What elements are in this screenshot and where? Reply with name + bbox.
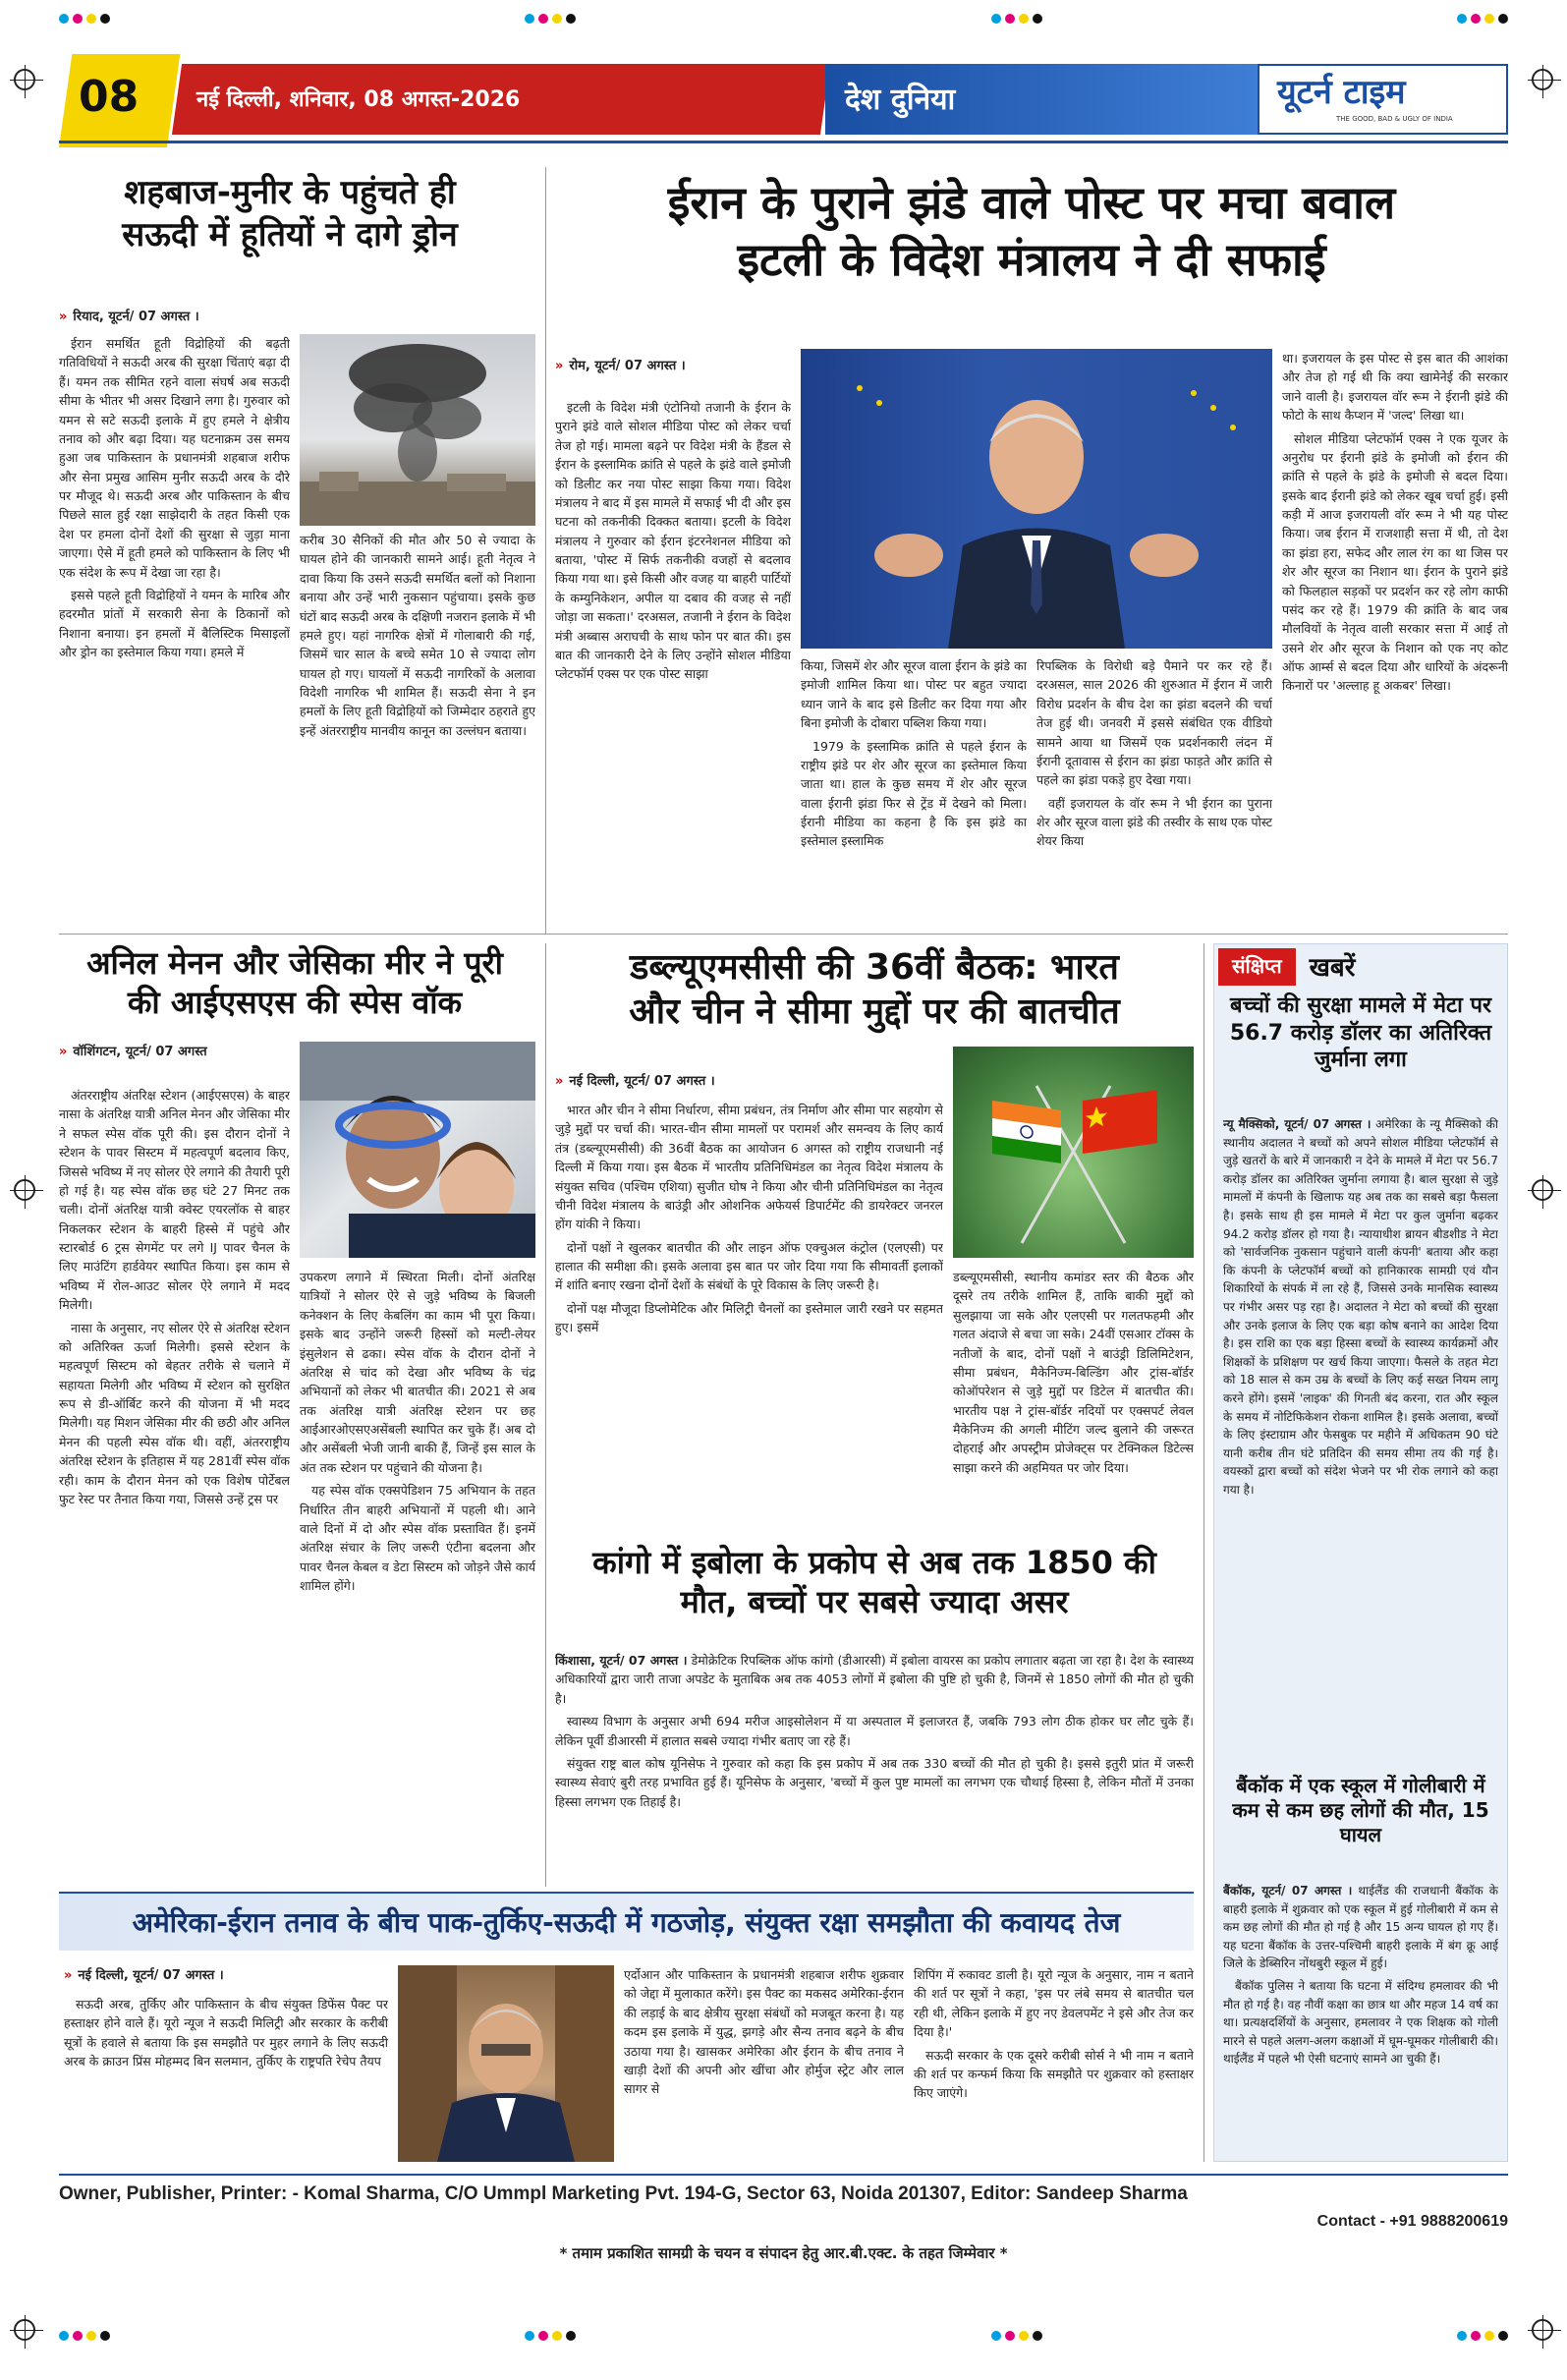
brief-dateline: बैंकॉक, यूटर्न/ 07 अगस्त । [1223,1884,1353,1898]
story-dateline: » रियाद, यूटर्न/ 07 अगस्त । [59,310,199,324]
minister-photo [801,349,1272,649]
story-dateline: » रोम, यूटर्न/ 07 अगस्त । [555,359,686,373]
chevron-right-icon: » [59,310,68,324]
story-headline: ईरान के पुराने झंडे वाले पोस्ट पर मचा बवाल इटली के विदेश मंत्रालय ने दी सफाई [667,176,1396,286]
story-column: सऊदी अरब, तुर्किए और पाकिस्तान के बीच संयुक्त डिफेंस पैक्ट पर हस्ताक्षर होने वाले हैं। यूरो न्यूज ने सऊदी मिलिट्री और सरकार के करीबी सूत्रों के हवाले से बताया कि इस समझौते पर मुहर लगाने के लिए सऊदी अरब के क्राउन प्रिंस मोहम्मद बिन सलमान, तुर्किए के राष्ट्रपति रेचेप तैयप [64,1997,388,2069]
shehbaz-sharif-photo [398,1965,614,2162]
story-headline: कांगो में इबोला के प्रकोप से अब तक 1850 की मौत, बच्चों पर सबसे ज्यादा असर [592,1544,1156,1620]
registration-mark-icon [14,1179,35,1201]
disclaimer-line: * तमाम प्रकाशित सामग्री के चयन व संपादन हेतु आर.बी.एक्ट. के तहत जिम्मेवार * [559,2244,1008,2262]
story-column: रिपब्लिक के विरोधी बड़े पैमाने पर कर रहे हैं। दरअसल, साल 2026 की शुरुआत में ईरान में जारी विरोध प्रदर्शन के बीच देश का झंडा बदलने की चर्चा तेज हुई थी। जनवरी में इससे संबंधित एक वीडियो सामने आया था जिसमें एक प्रदर्शनकारी लंदन में ईरानी दूतावास से ईरान का झंडा फाड़ते और क्रांति से पहले का झंडा पकड़े हुए देखा गया। वहीं इजरायल के वॉर रूम ने भी ईरान का पुराना शेर और सूरज वाला झंडे की तस्वीर के साथ एक पोस्ट शेयर किया [1036,658,1272,849]
masthead [59,54,1508,147]
story-dateline: » नई दिल्ली, यूटर्न/ 07 अगस्त । [555,1074,715,1089]
contact-line: Contact - +91 9888200619 [1316,2213,1508,2230]
chevron-right-icon: » [59,1045,68,1059]
logo-tagline: THE GOOD, BAD & UGLY OF INDIA [1336,115,1453,123]
drone-smoke-photo [300,334,535,526]
story-column: करीब 30 सैनिकों की मौत और 50 से ज्यादा के घायल होने की जानकारी सामने आई। हूती नेतृत्व ने दावा किया कि उसने सऊदी समर्थित बलों को निशाना बनाया और उन्हें भारी नुकसान पहुंचाया। इसके कुछ घंटों बाद सऊदी अरब के दक्षिणी नजरान इलाके में भी हमले हुए। यहां नागरिक क्षेत्रों में गोलाबारी की गई, जिसमें चार साल के बच्चे समेत 10 से ज्यादा लोग घायल हो गए। घायलों में सऊदी नागरिकों के अलावा विदेशी नागरिक भी शामिल हैं। सऊदी सेना ने इन हमलों के लिए हूती विद्रोहियों को जिम्मेदार ठहराते हुए इन्हें अंतरराष्ट्रीय मानवीय कानून का उल्लंघन बताया। [300,533,535,738]
story-column: भारत और चीन ने सीमा निर्धारण, सीमा प्रबंधन, तंत्र निर्माण और सीमा पार सहयोग से जुड़े मुद्दों पर चर्चा की। भारत-चीन सीमा मामलों पर परामर्श और समन्वय के लिए कार्य तंत्र (डब्ल्यूएमसीसी) की 36वीं बैठक का आयोजन 6 अगस्त को राष्ट्रीय राजधानी नई दिल्ली में किया गया। इस बैठक में भारतीय प्रतिनिधिमंडल का नेतृत्व विदेश मंत्रालय के संयुक्त सचिव (पश्चिम एशिया) सुजीत घोष ने किया और चीनी प्रतिनिधिमंडल का नेतृत्व चीनी विदेश मंत्रालय के बाउंड्री और ओशनिक अफेयर्स डिपार्टमेंट की डायरेक्टर जनरल होंग यांकी ने किया। दोनों पक्षों ने खुलकर बातचीत की और लाइन ऑफ एक्चुअल कंट्रोल (एलएसी) पर हालात की समीक्षा की। इसके अलावा इस बात पर जोर दिया गया कि सीमावर्ती इलाकों में शांति बनाए रखना दोनों देशों के संबंधों के पूरे विकास के लिए जरूरी है। दोनों पक्ष मौजूदा डिप्लोमेटिक और मिलिट्री चैनलों का इस्तेमाल जारी रखने पर सहमत हुए। इसमें [555,1103,943,1335]
story-column: उपकरण लगाने में स्थिरता मिली। दोनों अंतरिक्ष यात्रियों ने सोलर ऐरे से जुड़े भविष्य के बिजली कनेक्शन के लिए केबलिंग का काम भी पूरा किया। इसके बाद उन्होंने जरूरी हिस्सों को मल्टी-लेयर इंसुलेशन से ढका। स्पेस वॉक के दौरान दोनों ने अंतरिक्ष से चांद को देखा और भविष्य के चंद्र अभियानों को लेकर भी बातचीत की। 2021 से अब तक अंतरिक्ष यात्री अंतरिक्ष स्टेशन पर छह आईआरओएसएअसेंबली स्थापित कर चुके हैं। अब दो और असेंबली भेजी जानी बाकी हैं, जिन्हें इस साल के अंत तक स्टेशन पर पहुंचाने की योजना है। यह स्पेस वॉक एक्सपेडिशन 75 अभियान के तहत निर्धारित तीन बाहरी अभियानों में पहली थी। आने वाले दिनों में दो और स्पेस वॉक प्रस्तावित हैं। इनमें अंतरिक्ष संचार के लिए जरूरी एंटीना बदलना और पावर चैनल केबल व डेटा सिस्टम को जोड़ने जैसे कार्य शामिल होंगे। [300,1270,535,1593]
page-number: 08 [79,72,140,122]
registration-mark-icon [14,69,35,90]
story-dateline: किंशासा, यूटर्न/ 07 अगस्त । [555,1653,688,1668]
story-column: एर्दोआन और पाकिस्तान के प्रधानमंत्री शहबाज शरीफ शुक्रवार को जेद्दा में मुलाकात करेंगे। इस पैक्ट का मकसद अमेरिका-ईरान की लड़ाई के बाद क्षेत्रीय सुरक्षा संबंधों को मजबूत करना है। यह कदम इस इलाके में युद्ध, झगड़े और सैन्य तनाव बढ़ने के बीच उठाया गया है। खासकर अमेरिका और ईरान के बीच तनाव ने खाड़ी देशों की अपनी ओर खींचा और होर्मुज स्ट्रेट और लाल सागर से [624,1967,904,2097]
sidebar-tag: संक्षिप्त खबरें [1218,948,1503,986]
color-bar-top [59,14,1508,28]
registration-mark-icon [1532,69,1553,90]
brief-body: न्यू मैक्सिको, यूटर्न/ 07 अगस्त । अमेरिका के न्यू मैक्सिको की स्थानीय अदालत ने बच्चों को अपने सोशल मीडिया प्लेटफॉर्म से जुड़े खतरों के बारे में जानकारी न देने के मामले में मेटा पर 56.7 करोड़ डॉलर का अतिरिक्त जुर्माना लगाया है। बाल सुरक्षा से जुड़े मामलों में कंपनी के खिलाफ यह अब तक का सबसे बड़ा फैसला है। इसके साथ ही इस मामले में मेटा पर कुल जुर्माना बढ़कर 94.2 करोड़ डॉलर हो गया है। न्यायाधीश ब्रायन बीडशीड ने मेटा को 'सार्वजनिक नुकसान पहुंचाने वाली कंपनी' बताया और कहा कि कंपनी के प्लेटफॉर्म बच्चों को हानिकारक सामग्री एवं यौन शिकारियों के संपर्क में ला रहे हैं, जिससे उनके मानसिक स्वास्थ्य पर गंभीर असर पड़ रहा है। अदालत ने मेटा को बच्चों की सुरक्षा और उनके इलाज के लिए एक बड़ा कोष बनाने का आदेश दिया है। इस राशि का एक बड़ा हिस्सा बच्चों के स्वास्थ्य कार्यक्रमों और शिक्षकों के प्रशिक्षण पर खर्च किया जाएगा। फैसले के तहत मेटा को 18 साल से कम उम्र के बच्चों के लिए कई सख्त नियम लागू करने होंगे। इसमें 'लाइक' की गिनती बंद करना, रात और स्कूल के समय में नोटिफिकेशन रोकना शामिल है। इसके अलावा, बच्चों के लिए इंस्टाग्राम और फेसबुक पर महीने में अधिकतम 90 घंटे यानी करीब तीन घंटे प्रतिदिन की समय सीमा तय की गई है। वयस्कों द्वारा बच्चों को संदेश भेजने पर भी रोक लगाने को कहा गया है। [1223,1117,1498,1497]
story-column: इटली के विदेश मंत्री एंटोनियो तजानी के ईरान के पुराने झंडे वाले सोशल मीडिया पोस्ट को लेकर चर्चा तेज हो गई। मामला बढ़ने पर विदेश मंत्री के हैंडल से ईरान के इस्लामिक क्रांति से पहले के झंडे वाले इमोजी को डिलीट कर नया पोस्ट साझा किया गया। विदेश मंत्रालय ने बाद में इस मामले में सफाई भी दी और इस घटना को तकनीकी दिक्कत बताया। इटली के विदेश मंत्रालय ने गुरुवार को ईरान इंटरनेशनल मीडिया को बताया, 'पोस्ट में सिर्फ तकनीकी वजहों से बदलाव किया गया था। इसे किसी और वजह या बाहरी पार्टियों के कम्युनिकेशन, अपील या दबाव की वजह से नहीं जोड़ा जा सकता।' दरअसल, तजानी ने ईरान के विदेश मंत्री अब्बास अराघची के साथ फोन पर बात की। इस बात की जानकारी देने के लिए उन्होंने सोशल मीडिया प्लेटफॉर्म एक्स पर एक पोस्ट साझा [555,400,791,682]
issue-dateline: नई दिल्ली, शनिवार, 08 अगस्त-2026 [196,87,521,112]
story-column: था। इजरायल के इस पोस्ट से इस बात की आशंका और तेज हो गई थी कि क्या खामेनेई की सरकार जाने वाली है। इजरायल वॉर रूम ने ईरानी झंडे की फोटो के साथ कैप्शन में 'जल्द' लिखा था। सोशल मीडिया प्लेटफॉर्म एक्स ने एक यूजर के अनुरोध पर ईरानी झंडे के इमोजी को ईरान की क्रांति से पहले के झंडे के इमोजी से बदल दिया। इसके बाद ईरानी झंडे को लेकर खूब चर्चा हुई। इसी कड़ी में आज इजरायली वॉर रूम ने भी यह पोस्ट किया। जब ईरान में राजशाही सत्ता में थी, तो देश का झंडा हरा, सफेद और लाल रंग का था जिस पर शेर और सूरज का निशान था। ईरान के पुराने झंडे को फिलहाल सड़कों पर प्रदर्शन कर रहे लोग काफी पसंद कर रहे हैं। 1979 की क्रांति के बाद जब मौलवियों के नेतृत्व वाली सरकार सत्ता में आई तो उसने शेर और सूरज के निशान को एक नए कोट ऑफ आर्म्स से बदल दिया और धारियों के अंदरूनी किनारों पर 'अल्लाह हू अकबर' लिखा। [1282,351,1508,694]
chevron-right-icon: » [555,1074,564,1089]
brief-headline: बच्चों की सुरक्षा मामले में मेटा पर 56.7 करोड़ डॉलर का अतिरिक्त जुर्माना लगा [1229,993,1492,1072]
brief-body: बैंकॉक, यूटर्न/ 07 अगस्त । थाईलैंड की राजधानी बैंकॉक के बाहरी इलाके में शुक्रवार को एक स्कूल में हुई गोलीबारी में कम से कम छह लोगों की मौत हो गई है और 15 अन्य घायल हो गए हैं। यह घटना बैंकॉक के उत्तर-पश्चिमी बाहरी इलाके में बंग क्रू आई जिले के डेब्सिरिन नोंथबुरी स्कूल में हुई। बैंकॉक पुलिस ने बताया कि घटना में संदिग्ध हमलावर की भी मौत हो गई है। वह नौवीं कक्षा का छात्र था और महज 14 वर्ष का था। प्रत्यक्षदर्शियों के अनुसार, हमलावर ने एक शिक्षक को गोली मारने से पहले अलग-अलग कक्षाओं में घूम-घूमकर गोलीबारी की। थाईलैंड में पहले भी ऐसी घटनाएं सामने आ चुकी हैं। [1223,1884,1498,2067]
registration-mark-icon [1532,2319,1553,2341]
brief-headline: बैंकॉक में एक स्कूल में गोलीबारी में कम से कम छह लोगों की मौत, 15 घायल [1232,1774,1489,1846]
story-headline-banner: अमेरिका-ईरान तनाव के बीच पाक-तुर्किए-सऊदी में गठजोड़, संयुक्त रक्षा समझौता की कवायद तेज [59,1892,1194,1951]
story-dateline: » वॉशिंगटन, यूटर्न/ 07 अगस्त [59,1045,207,1059]
story-body: किंशासा, यूटर्न/ 07 अगस्त । डेमोक्रेटिक रिपब्लिक ऑफ कांगो (डीआरसी) में इबोला वायरस का प्रकोप लगातार बढ़ता जा रहा है। देश के स्वास्थ्य अधिकारियों द्वारा जारी ताजा अपडेट के मुताबिक अब तक 4053 लोगों में इबोला की पुष्टि हो चुकी है, जिनमें से 1850 लोगों की मौत हो चुकी है। स्वास्थ्य विभाग के अनुसार अभी 694 मरीज आइसोलेशन में या अस्पताल में इलाजरत हैं, जबकि 793 लोग ठीक होकर घर लौट चुके हैं। लेकिन पूर्वी डीआरसी में हालात सबसे ज्यादा गंभीर बताए जा रहे हैं। संयुक्त राष्ट्र बाल कोष यूनिसेफ ने गुरुवार को कहा कि इस प्रकोप में अब तक 330 बच्चों की मौत हो चुकी है। इससे इतुरी प्रांत में जरूरी स्वास्थ्य सेवाएं बुरी तरह प्रभावित हुई हैं। यूनिसेफ के अनुसार, 'बच्चों में कुल पुष्ट मामलों का लगभग एक चौथाई हिस्सा है, लेकिन मौतों में उनका हिस्सा लगभग एक तिहाई है। [555,1653,1194,1809]
registration-mark-icon [1532,1179,1553,1201]
story-dateline: » नई दिल्ली, यूटर्न/ 07 अगस्त । [64,1968,224,1983]
story-column: डब्ल्यूएमसीसी, स्थानीय कमांडर स्तर की बैठक और दूसरे तय तरीके शामिल हैं, ताकि बाकी मुद्दों को सुलझाया जा सके और एलएसी पर गलतफहमी और गलत अंदाजे से बचा जा सके। 24वीं एसआर टॉक्स के नतीजों के बाद, दोनों पक्षों ने बाउंड्री डिलिमिटेशन, सीमा प्रबंधन, मैकेनिज्म-बिल्डिंग और ट्रांस-बॉर्डर कोऑपरेशन से जुड़े मुद्दों पर डिटेल में बातचीत की। भारतीय पक्ष ने ट्रांस-बॉर्डर नदियों पर एक्सपर्ट लेवल मैकेनिज्म की अगली मीटिंग जल्द बुलाने की जरूरत दोहराई और अपस्ट्रीम प्रोजेक्ट्स पर टेक्निकल डिटेल्स साझा करने की अहमियत पर जोर दिया। [953,1270,1194,1475]
story-headline: अनिल मेनन और जेसिका मीर ने पूरी की आईएसएस की स्पेस वॉक [86,944,503,1021]
chevron-right-icon: » [555,359,564,373]
story-headline: डब्ल्यूएमसीसी की 36वीं बैठक: भारत और चीन ने सीमा मुद्दों पर की बातचीत [629,947,1120,1032]
astronauts-photo [300,1042,535,1258]
story-column: ईरान समर्थित हूती विद्रोहियों की बढ़ती गतिविधियों ने सऊदी अरब की सुरक्षा चिंताएं बढ़ा दी हैं। यमन तक सीमित रहने वाला संघर्ष अब सऊदी सीमा के भीतर भी असर दिखाने लगा है। गुरुवार को यमन से सटे सऊदी इलाके में हुए हमले ने क्षेत्रीय तनाव को और बढ़ा दिया। यह घटनाक्रम उस समय हुआ जब पाकिस्तान के प्रधानमंत्री शहबाज शरीफ और सेना प्रमुख आसिम मुनीर सऊदी अरब के दौरे पर मौजूद थे। सऊदी अरब और पाकिस्तान के बीच पिछले साल हुई रक्षा साझेदारी के तहत किसी एक देश पर हमला दोनों देशों की सुरक्षा से जुड़ा माना जाएगा। ऐसे में हूती हमले को पाकिस्तान के लिए भी एक संदेश के रूप में देखा जा रहा है। इससे पहले हूती विद्रोहियों ने यमन के मारिब और हदरमौत प्रांतों में सरकारी सेना के ठिकानों को निशाना बनाया। इन हमलों में बैलिस्टिक मिसाइलों और ड्रोन का इस्तेमाल किया गया। हमले में [59,336,290,659]
newspaper-logo: यूटर्न टाइम [1277,73,1406,112]
india-china-flags-photo [953,1047,1194,1258]
imprint-line: Owner, Publisher, Printer: - Komal Sharma, C/O Ummpl Marketing Pvt. 194-G, Sector 63, Noida 201307, Editor: Sandeep Sharma [59,2183,1188,2204]
story-column: किया, जिसमें शेर और सूरज वाला ईरान के झंडे का इमोजी शामिल किया था। पोस्ट पर बहुत ज्यादा ध्यान जाने के बाद इसे डिलीट कर दिया गया और बिना इमोजी के दोबारा पब्लिश किया गया। 1979 के इस्लामिक क्रांति से पहले ईरान के राष्ट्रीय झंडे पर शेर और सूरज का इस्तेमाल किया जाता था। हाल के कुछ समय में शेर और सूरज वाला ईरानी झंडा फिर से ट्रेंड में देखने को मिला। ईरानी मीडिया का कहना है कि इस झंडे का इस्तेमाल इस्लामिक [801,658,1027,849]
chevron-right-icon: » [64,1968,73,1983]
story-column: शिपिंग में रुकावट डाली है। यूरो न्यूज के अनुसार, नाम न बताने की शर्त पर सूत्रों ने कहा, 'इस पर लंबे समय से बातचीत चल रही थी, लेकिन इलाके में हुए नए डेवलपमेंट ने इसे और तेज कर दिया है।' सऊदी सरकार के एक दूसरे करीबी सोर्स ने भी नाम न बताने की शर्त पर कन्फर्म किया कि समझौते पर शुक्रवार को हस्ताक्षर किए जाएंगे। [914,1967,1194,2101]
registration-mark-icon [14,2319,35,2341]
brief-dateline: न्यू मैक्सिको, यूटर्न/ 07 अगस्त । [1223,1117,1371,1131]
story-headline: शहबाज-मुनीर के पहुंचते ही सऊदी में हूतियों ने दागे ड्रोन [122,173,458,255]
color-bar-bottom [59,2331,1508,2345]
section-title: देश दुनिया [845,83,956,117]
story-column: अंतरराष्ट्रीय अंतरिक्ष स्टेशन (आईएसएस) के बाहर नासा के अंतरिक्ष यात्री अनिल मेनन और जेसिका मीर ने सफल स्पेस वॉक पूरी की। इस दौरान दोनों ने स्टेशन के पावर सिस्टम में महत्वपूर्ण बदलाव किए, जिससे भविष्य में नए सोलर ऐरे लगाने की तैयारी पूरी हो गई है। यह स्पेस वॉक छह घंटे 27 मिनट तक चली। दोनों अंतरिक्ष यात्री क्वेस्ट एयरलॉक से बाहर निकलकर स्टेशन के बाहरी हिस्से में पहुंचे और स्टारबोर्ड 6 ट्रस सेगमेंट पर लगे IJ पावर चैनल के लिए माउंटिंग हार्डवेयर स्थापित किया। इस काम से भविष्य में रोल-आउट सोलर ऐरे लगाने में मदद मिलेगी। नासा के अनुसार, नए सोलर ऐरे से अंतरिक्ष स्टेशन को अतिरिक्त ऊर्जा मिलेगी। इससे स्टेशन के महत्वपूर्ण सिस्टम को बेहतर तरीके से चलाने में सहायता मिलेगी और भविष्य में स्टेशन को सुरक्षित रूप से डी-ऑर्बिट करने की योजना में भी मदद मिलेगी। यह मिशन जेसिका मीर की छठी और अनिल मेनन की पहली स्पेस वॉक थी। वहीं, अंतरराष्ट्रीय अंतरिक्ष स्टेशन के इतिहास में यह 281वीं स्पेस वॉक रही। काम के दौरान मेनन को एक विशेष पोर्टेबल फुट रेस्ट पर तैनात किया गया, जिससे उन्हें ट्रस पर [59,1088,290,1506]
